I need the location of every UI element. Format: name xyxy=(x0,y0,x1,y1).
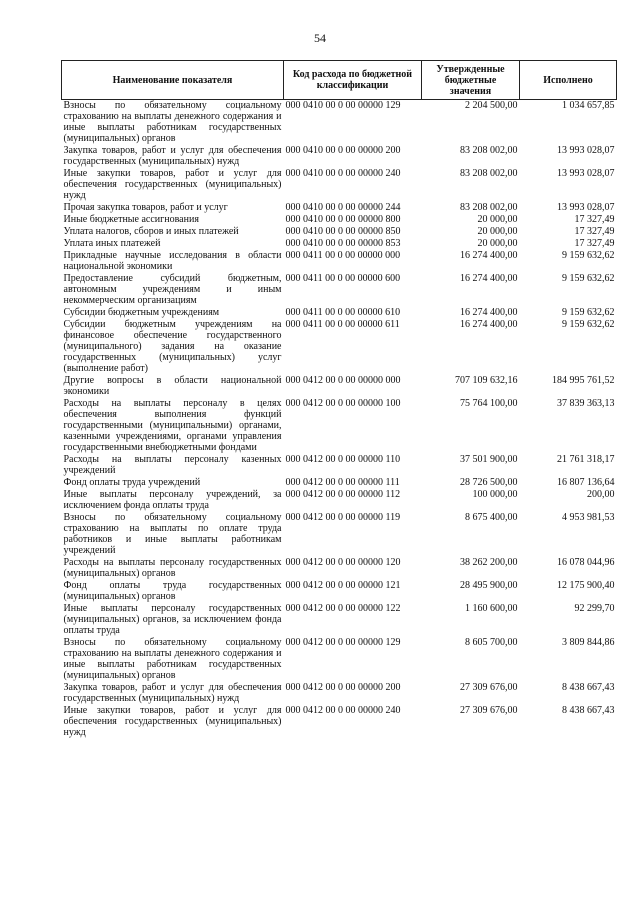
approved-value-cell: 20 000,00 xyxy=(477,214,518,225)
approved-value-cell: 8 675 400,00 xyxy=(465,512,518,523)
approved-value-cell: 16 274 400,00 xyxy=(460,273,518,284)
table-row xyxy=(62,100,617,146)
executed-value-cell: 1 034 657,85 xyxy=(562,100,615,111)
indicator-name-cell: Иные выплаты персоналу учреждений, за исключением фонда оплаты труда xyxy=(63,489,282,511)
table-row xyxy=(62,273,617,307)
approved-value-cell: 707 109 632,16 xyxy=(455,375,518,386)
table-row xyxy=(62,603,617,637)
expense-code-cell: 000 0412 00 0 00 00000 121 xyxy=(285,580,401,591)
indicator-name-cell: Прикладные научные исследования в области национальной экономики xyxy=(63,250,282,272)
approved-value-cell: 27 309 676,00 xyxy=(460,705,518,716)
executed-value-cell: 8 438 667,43 xyxy=(562,705,615,716)
approved-value-cell: 16 274 400,00 xyxy=(460,250,518,261)
executed-value-cell: 21 761 318,17 xyxy=(557,454,615,465)
table-row xyxy=(62,307,617,319)
indicator-name-cell: Фонд оплаты труда учреждений xyxy=(63,477,201,488)
expense-code-cell: 000 0412 00 0 00 00000 129 xyxy=(285,637,401,648)
executed-value-cell: 17 327,49 xyxy=(574,214,615,225)
expense-code-cell: 000 0411 00 0 00 00000 600 xyxy=(285,273,401,284)
expense-code-cell: 000 0412 00 0 00 00000 000 xyxy=(285,375,401,386)
indicator-name-cell: Иные выплаты персоналу государственных (муниципальных) органов, за исключением фонда оплаты труда xyxy=(63,603,282,636)
expense-code-cell: 000 0410 00 0 00 00000 800 xyxy=(285,214,401,225)
expense-code-cell: 000 0412 00 0 00 00000 200 xyxy=(285,682,401,693)
header-executed: Исполнено xyxy=(520,61,617,100)
table-row xyxy=(62,375,617,398)
approved-value-cell: 8 605 700,00 xyxy=(465,637,518,648)
header-expense-code: Код расхода по бюджетной классификации xyxy=(284,61,422,100)
executed-value-cell: 16 807 136,64 xyxy=(557,477,615,488)
indicator-name-cell: Иные закупки товаров, работ и услуг для обеспечения государственных (муниципальных) нужд xyxy=(63,168,282,201)
table-row xyxy=(62,580,617,603)
table-row xyxy=(62,637,617,682)
executed-value-cell: 8 438 667,43 xyxy=(562,682,615,693)
indicator-name-cell: Фонд оплаты труда государственных (муниципальных) органов xyxy=(63,580,282,602)
executed-value-cell: 16 078 044,96 xyxy=(557,557,615,568)
expense-code-cell: 000 0412 00 0 00 00000 120 xyxy=(285,557,401,568)
table-row xyxy=(62,214,617,226)
indicator-name-cell: Расходы на выплаты персоналу казенных учреждений xyxy=(63,454,282,476)
indicator-name-cell: Взносы по обязательному социальному страхованию на выплаты денежного содержания и иные выплаты работникам государственных (муниципальных) органов xyxy=(63,637,282,681)
executed-value-cell: 13 993 028,07 xyxy=(557,168,615,179)
indicator-name-cell: Взносы по обязательному социальному страхованию на выплаты денежного содержания и иные выплаты работникам государственных (муниципальных) органов xyxy=(63,100,282,144)
executed-value-cell: 9 159 632,62 xyxy=(562,307,615,318)
executed-value-cell: 9 159 632,62 xyxy=(562,319,615,330)
indicator-name-cell: Субсидии бюджетным учреждениям на финансовое обеспечение государственного (муниципального) задания на оказание государственных (муниципальных) услуг (выполнение работ) xyxy=(63,319,282,374)
header-approved-values: Утвержденные бюджетные значения xyxy=(422,61,520,100)
expense-code-cell: 000 0412 00 0 00 00000 240 xyxy=(285,705,401,716)
executed-value-cell: 9 159 632,62 xyxy=(562,250,615,261)
expense-code-cell: 000 0410 00 0 00 00000 129 xyxy=(285,100,401,111)
expense-code-cell: 000 0411 00 0 00 00000 610 xyxy=(285,307,401,318)
executed-value-cell: 3 809 844,86 xyxy=(562,637,615,648)
indicator-name-cell: Другие вопросы в области национальной экономики xyxy=(63,375,282,397)
table-row xyxy=(62,682,617,705)
table-row xyxy=(62,202,617,214)
executed-value-cell: 200,00 xyxy=(587,489,615,500)
expense-code-cell: 000 0412 00 0 00 00000 110 xyxy=(285,454,401,465)
expense-code-cell: 000 0411 00 0 00 00000 000 xyxy=(285,250,401,261)
indicator-name-cell: Закупка товаров, работ и услуг для обеспечения государственных (муниципальных) нужд xyxy=(63,682,282,704)
table-header-row xyxy=(62,61,617,100)
approved-value-cell: 20 000,00 xyxy=(477,238,518,249)
approved-value-cell: 100 000,00 xyxy=(472,489,518,500)
approved-value-cell: 38 262 200,00 xyxy=(460,557,518,568)
table-row xyxy=(62,226,617,238)
approved-value-cell: 1 160 600,00 xyxy=(465,603,518,614)
table-row xyxy=(62,168,617,202)
indicator-name-cell: Иные закупки товаров, работ и услуг для обеспечения государственных (муниципальных) нужд xyxy=(63,705,282,738)
expense-code-cell: 000 0410 00 0 00 00000 244 xyxy=(285,202,401,213)
table-row xyxy=(62,238,617,250)
indicator-name-cell: Предоставление субсидий бюджетным, автономным учреждениям и иным некоммерческим организациям xyxy=(63,273,282,306)
executed-value-cell: 92 299,70 xyxy=(574,603,615,614)
expense-code-cell: 000 0412 00 0 00 00000 122 xyxy=(285,603,401,614)
indicator-name-cell: Уплата налогов, сборов и иных платежей xyxy=(63,226,239,237)
table-row xyxy=(62,250,617,273)
expense-code-cell: 000 0410 00 0 00 00000 853 xyxy=(285,238,401,249)
expense-code-cell: 000 0412 00 0 00 00000 100 xyxy=(285,398,401,409)
indicator-name-cell: Прочая закупка товаров, работ и услуг xyxy=(63,202,228,213)
executed-value-cell: 13 993 028,07 xyxy=(557,145,615,156)
approved-value-cell: 83 208 002,00 xyxy=(460,202,518,213)
table-row xyxy=(62,454,617,477)
table-row xyxy=(62,145,617,168)
budget-execution-table xyxy=(61,60,617,739)
table-row xyxy=(62,705,617,739)
expense-code-cell: 000 0412 00 0 00 00000 119 xyxy=(285,512,401,523)
approved-value-cell: 20 000,00 xyxy=(477,226,518,237)
indicator-name-cell: Взносы по обязательному социальному страхованию на выплаты по оплате труда работников и иные выплаты работникам учреждений xyxy=(63,512,282,556)
expense-code-cell: 000 0412 00 0 00 00000 112 xyxy=(285,489,401,500)
table-row xyxy=(62,477,617,489)
executed-value-cell: 12 175 900,40 xyxy=(557,580,615,591)
indicator-name-cell: Расходы на выплаты персоналу государственных (муниципальных) органов xyxy=(63,557,282,579)
approved-value-cell: 27 309 676,00 xyxy=(460,682,518,693)
expense-code-cell: 000 0411 00 0 00 00000 611 xyxy=(285,319,400,330)
table-body xyxy=(62,100,617,740)
indicator-name-cell: Закупка товаров, работ и услуг для обеспечения государственных (муниципальных) нужд xyxy=(63,145,282,167)
approved-value-cell: 83 208 002,00 xyxy=(460,168,518,179)
indicator-name-cell: Расходы на выплаты персоналу в целях обеспечения выполнения функций государственными (муниципальными) органами, казенными учреждениями, органами управления государственными внебюджетными фондами xyxy=(63,398,282,453)
executed-value-cell: 4 953 981,53 xyxy=(562,512,615,523)
approved-value-cell: 16 274 400,00 xyxy=(460,319,518,330)
executed-value-cell: 37 839 363,13 xyxy=(557,398,615,409)
executed-value-cell: 184 995 761,52 xyxy=(552,375,615,386)
executed-value-cell: 13 993 028,07 xyxy=(557,202,615,213)
approved-value-cell: 37 501 900,00 xyxy=(460,454,518,465)
indicator-name-cell: Субсидии бюджетным учреждениям xyxy=(63,307,220,318)
approved-value-cell: 16 274 400,00 xyxy=(460,307,518,318)
expense-code-cell: 000 0412 00 0 00 00000 111 xyxy=(285,477,400,488)
approved-value-cell: 28 726 500,00 xyxy=(460,477,518,488)
table-row xyxy=(62,319,617,375)
page-number: 54 xyxy=(314,31,326,45)
table-row xyxy=(62,557,617,580)
header-indicator-name: Наименование показателя xyxy=(62,61,284,100)
approved-value-cell: 28 495 900,00 xyxy=(460,580,518,591)
expense-code-cell: 000 0410 00 0 00 00000 200 xyxy=(285,145,401,156)
executed-value-cell: 17 327,49 xyxy=(574,238,615,249)
indicator-name-cell: Уплата иных платежей xyxy=(63,238,161,249)
approved-value-cell: 83 208 002,00 xyxy=(460,145,518,156)
expense-code-cell: 000 0410 00 0 00 00000 850 xyxy=(285,226,401,237)
executed-value-cell: 17 327,49 xyxy=(574,226,615,237)
table-row xyxy=(62,512,617,557)
expense-code-cell: 000 0410 00 0 00 00000 240 xyxy=(285,168,401,179)
approved-value-cell: 75 764 100,00 xyxy=(460,398,518,409)
table-row xyxy=(62,398,617,454)
indicator-name-cell: Иные бюджетные ассигнования xyxy=(63,214,199,225)
approved-value-cell: 2 204 500,00 xyxy=(465,100,518,111)
executed-value-cell: 9 159 632,62 xyxy=(562,273,615,284)
table-row xyxy=(62,489,617,512)
